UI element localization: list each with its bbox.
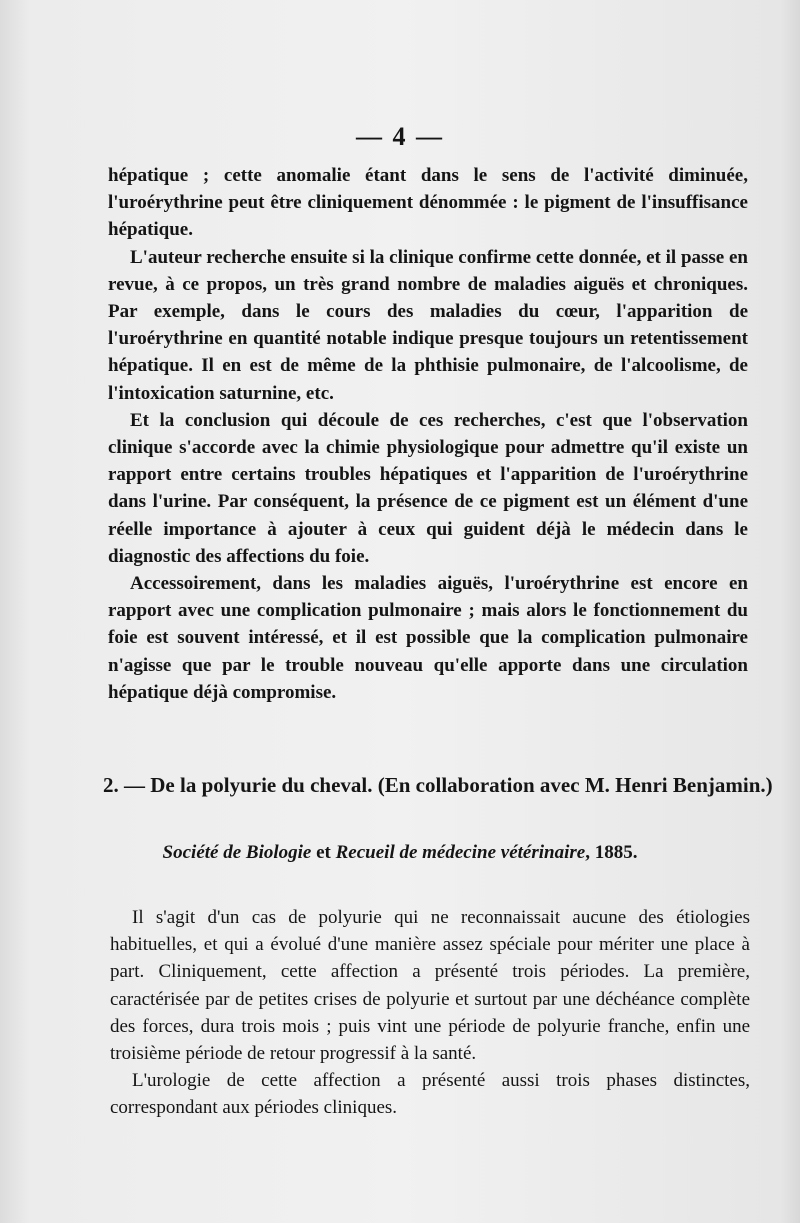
section-source xyxy=(0,842,800,864)
intro-text-block xyxy=(108,162,748,706)
paragraph: L'urologie de cette affection a présenté aussi trois phases distinctes, correspondant aux périodes cliniques. xyxy=(110,1070,750,1119)
paragraph: Accessoirement, dans les maladies aiguës, l'uroérythrine est encore en rapport avec une complication pulmonaire ; mais alors le fonctionnement du foie est souvent intéressé, et il est possible que la complication pulmonaire n'agisse que par le trouble nouveau qu'elle apporte dans une circulation hépatique déjà compromise. xyxy=(108,573,748,703)
paragraph: Il s'agit d'un cas de polyurie qui ne reconnaissait aucune des étiologies habituelles, et qui a évolué d'une manière assez spéciale pour mériter une place à part. Cliniquement, cette affection a présenté trois périodes. La première, caractérisée par de petites crises de polyurie et surtout par une déchéance complète des forces, dura trois mois ; puis vint une période de polyurie franche, enfin une troisième période de retour progressif à la santé. xyxy=(110,907,750,1065)
section-title: 2. — De la polyurie du cheval. (En collaboration avec M. Henri Benjamin.) xyxy=(103,773,773,797)
source-year: , 1885. xyxy=(585,842,638,863)
paragraph: Et la conclusion qui découle de ces recherches, c'est que l'observation clinique s'accorde avec la chimie physiologique pour admettre qu'il existe un rapport entre certains troubles hépatiques et l'apparition de l'uroérythrine dans l'urine. Par conséquent, la présence de ce pigment est un élément d'une réelle importance à ajouter à ceux qui guident déjà le médecin dans le diagnostic des affections du foie. xyxy=(108,409,748,567)
section-text-block xyxy=(110,904,750,1122)
source-conjunction: et xyxy=(311,842,336,863)
page-number: — 4 — xyxy=(356,122,444,151)
paragraph: hépatique ; cette anomalie étant dans le sens de l'activité diminuée, l'uroérythrine peut être cliniquement dénommée : le pigment de l'insuffisance hépatique. xyxy=(108,165,748,241)
source-journal-2: Recueil de médecine vétérinaire xyxy=(335,842,586,863)
source-journal-1: Société de Biologie xyxy=(162,842,312,863)
paragraph: L'auteur recherche ensuite si la clinique confirme cette donnée, et il passe en revue, à ce propos, un très grand nombre de maladies aiguës et chroniques. Par exemple, dans le cours des maladies du cœur, l'apparition de l'uroérythrine en quantité notable indique presque toujours un retentissement hépatique. Il en est de même de la phthisie pulmonaire, de l'alcoolisme, de l'intoxication saturnine, etc. xyxy=(108,246,748,404)
